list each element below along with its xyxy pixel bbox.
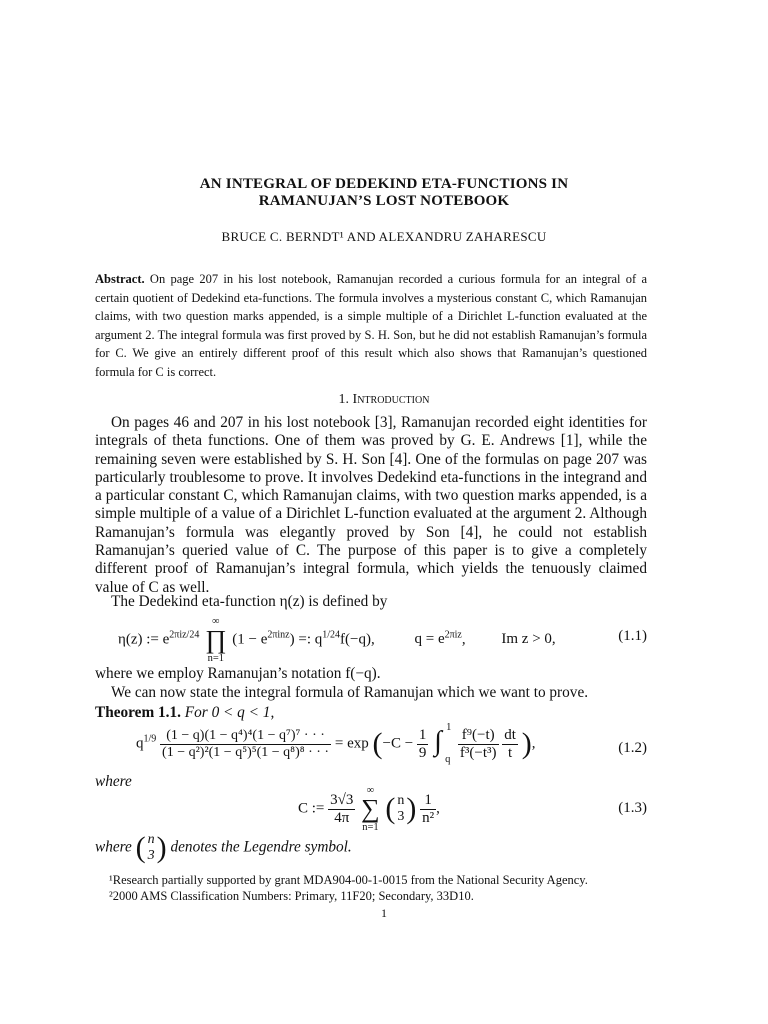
- abstract-label: Abstract.: [95, 272, 145, 286]
- section-title: Introduction: [352, 392, 430, 407]
- theorem-label: Theorem 1.1.: [95, 704, 181, 721]
- intro-paragraph: On pages 46 and 207 in his lost notebook [3], Ramanujan recorded eight identities for integrals of theta functions. One of them was proved by G. E. Andrews [1], while the remaining seven were established by S. H. Son [4]. One of the formulas on page 207 was particularly troublesome to prove. It involves Dedekind eta-functions in the integrand and a particular constant C, which Ramanujan claims, with two question marks appended, is a simple multiple of a value of a Dirichlet L-function evaluated at the argument 2. Although Ramanujan’s formula was elegantly proved by Son [4], he could not establish Ramanujan’s queried value of C. The purpose of this paper is to give a completely different proof of Ramanujan’s integral formula, which yields the tenuously claimed value of C as well.: [95, 414, 647, 596]
- authors: BRUCE C. BERNDT¹ AND ALEXANDRU ZAHARESCU: [221, 229, 547, 244]
- footnote-1: ¹Research partially supported by grant MDA904-00-1-0015 from the National Security Agency.: [109, 873, 588, 887]
- equation-1-3: C := $\frac{3√3}{4\pi}$ ∞ ∑ n=1 ( n 3 ) $\frac{1}{\text{n²}}$ ,: [298, 785, 440, 833]
- page-number: 1: [381, 906, 387, 920]
- footnote-2: ²2000 AMS Classification Numbers: Primary, 11F20; Secondary, 33D10.: [109, 889, 474, 903]
- equation-number-1-2: (1.2): [618, 740, 647, 756]
- paper-title-line-1: AN INTEGRAL OF DEDEKIND ETA-FUNCTIONS IN: [199, 176, 569, 192]
- equation-1-1: η(z) := $e^{2\pi iz/24}$ ∞ ∏ n=1 $(1 - e^{2\pi inz})$ =: $q^{1/24}f(-q)$, $q = e^{2\pi iz}$, Im z > 0,: [118, 616, 556, 664]
- legendre-sentence: where ( n 3 ) denotes the Legendre symbol.: [95, 831, 352, 864]
- notation-line: where we employ Ramanujan’s notation f(−q).: [95, 665, 381, 682]
- statement-line: We can now state the integral formula of Ramanujan which we want to prove.: [111, 684, 589, 701]
- where-label-1: where: [95, 773, 132, 790]
- section-number: 1.: [338, 392, 350, 407]
- equation-1-2: $q^{1/9}$ $\frac{\text{(1 − q)(1 − q⁴)⁴(1 − q⁷)⁷ · · ·}}{\text{(1 − q²)²(1 − q⁵)⁵(1 − q⁸)⁸ · · ·}}$ = exp (−C − $\frac{1}{9}$ ∫ 1 q $\frac{\text{f⁹(−t)}}{\text{f³(−t³)}}$ $\frac{dt}{t}$ ),: [136, 722, 536, 765]
- eta-definition-line: The Dedekind eta-function η(z) is defined by: [111, 593, 388, 610]
- theorem-condition: For 0 < q < 1,: [184, 704, 275, 721]
- section-heading: [0, 392, 768, 408]
- abstract-text: On page 207 in his lost notebook, Ramanujan recorded a curious formula for an integral of a certain quotient of Dedekind eta-functions. The formula involves a mysterious constant C, which Ramanujan claims, with two question marks appended, is a simple multiple of a Dirichlet L-function evaluated at the argument 2. The integral formula was first proved by S. H. Son, but he did not establish Ramanujan’s formula for C. We give an entirely different proof of this result which also shows that Ramanujan’s questioned formula for C is correct.: [95, 272, 648, 379]
- abstract: [95, 270, 647, 382]
- equation-number-1-3: (1.3): [618, 800, 647, 816]
- equation-number-1-1: (1.1): [618, 628, 647, 644]
- theorem-heading: [95, 704, 274, 722]
- paper-title-line-2: RAMANUJAN’S LOST NOTEBOOK: [258, 193, 510, 209]
